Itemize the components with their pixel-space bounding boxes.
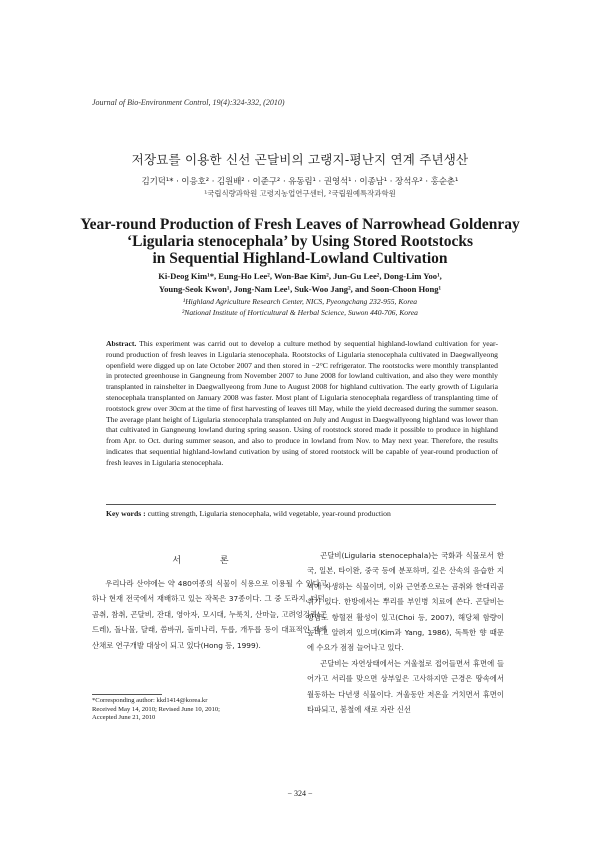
author-line: Young-Seok Kwon¹, Jong-Nam Lee¹, Suk-Woo Jang², and Soon-Choon Hong¹ [158,283,442,294]
left-column [92,576,327,653]
english-authors [0,270,600,295]
footnote-line: *Corresponding author: kkd1414@korea.kr [92,697,208,704]
page-number: − 324 − [287,789,313,798]
title-line: ‘Ligularia stenocephala’ by Using Stored Rootstocks [126,233,474,250]
footnote-divider [92,694,162,695]
abstract-label: Abstract. [106,339,137,348]
affiliation-line: ¹Highland Agriculture Research Center, NICS, Pyeongchang 232-955, Korea [182,297,418,306]
paragraph: 곤달비는 자연상태에서는 겨울철로 접어들면서 휴면에 들어가고 서리를 맞으면 상부잎은 고사하지만 근경은 땅속에서 월동하는 다년생 식물이다. 겨울동안 저온을 거치면서 휴면이 타파되고, 봄철에 새로 자란 신선 [307,658,504,715]
journal-citation: Journal of Bio-Environment Control, 19(4):324-332, (2010) [92,98,285,107]
abstract-text: This experiment was carrid out to develop a culture method by sequential highland-lowland cultivation for year-round production of fresh leaves in Ligularia stenocephala. Rootstocks of Ligularia stenocephala cultivated in Daegwallyeong openfield were digged up on late October 2007 and then stored in −2°C refrigerator. The rootstocks were monthly transplanted in protected greenhouse in Gangneung from November 2007 to June 2008 for lowland cultivation, and also they were monthly transplanted in rainshelter in Daegwallyeong from June to August 2008 for highland cultivation. The early growth of Ligularia stenocephala transplanted on January 2008 was faster. Most plant of Ligularia stenocephala regardless of transplanting time of rootstock grew over 30cm at the time of first harvesting of leaves till May, while the yield decreased during the summer season. The average plant height of Ligularia stenocephala transplanted on July and August in Daegwallyeong highland was lower than that cultivated in Gangneung lowland during spring season. Using of rootstock stored made it possible to produce in highland from Apr. to Oct. during summer season, and also to produce in lowland from Nov. to May next year. Therefore, the results indicates that sequential highland-lowland cutivation by using of stored rootstock will be capable of year-round production of fresh leaves in Ligularia stenocephala. [106,339,498,467]
section-heading-introduction: 서 론 [172,556,247,566]
title-line: in Sequential Highland-Lowland Cultivation [152,250,448,267]
keywords-text: cutting strength, Ligularia stenocephala, wild vegetable, year-round production [147,509,391,518]
affiliation-line: ²National Institute of Horticultural & Herbal Science, Suwon 440-706, Korea [182,307,418,317]
right-column [307,548,504,717]
keywords-label: Key words : [106,509,146,518]
divider [106,504,496,505]
korean-affiliation: ¹국립식량과학원 고령지농업연구센터, ²국립원예특작과학원 [204,189,396,198]
abstract [106,339,498,469]
english-title [0,216,600,267]
keywords [106,509,498,518]
korean-authors: 김기덕¹* · 이응호² · 김원배² · 이준구² · 유동림¹ · 권영석¹ · 이종남¹ · 장석우² · 홍순춘¹ [141,176,459,186]
footnote [92,697,322,723]
title-line: Year-round Production of Fresh Leaves of Narrowhead Goldenray [80,216,520,233]
korean-title: 저장묘를 이용한 신선 곤달비의 고랭지-평난지 연계 주년생산 [131,152,469,167]
footnote-line: Accepted June 21, 2010 [92,714,156,721]
paragraph: 우리나라 산야에는 약 480여종의 식물이 식용으로 이용될 수 있다고 하나 현재 전국에서 재배하고 있는 작목은 37종이다. 그 중 도라지, 더덕, 곰취, 참취, 곤달비, 잔대, 영아자, 모시대, 누룩치, 산마늘, 고려엉겅퀴(곤드레), 돌나물, 달래, 씀바귀, 돌미나리, 두릅, 개두릅 등이 대표적인 재배산채로 연구개발 대상이 되고 있다(Hong 등, 1999). [92,579,327,650]
paragraph: 곤달비(Ligularia stenocephala)는 국화과 식물로서 한국, 일본, 타이완, 중국 등에 분포하며, 깊은 산속의 음습한 지역에 자생하는 식물이며, 이와 근연종으로는 곰취와 한대리곰취가 있다. 한방에서는 뿌리를 부인병 치료에 쓴다. 곤달비는 항암노 항혈전 활성이 있고(Choi 등, 2007), 해당체 함량이 높다고 알려져 있으며(Kim과 Yang, 1986), 독특한 향 때문에 수요가 점점 늘어나고 있다. [307,551,504,653]
footnote-line: Received May 14, 2010; Revised June 10, 2010; [92,705,221,713]
author-line: Ki-Deog Kim¹*, Eung-Ho Lee², Won-Bae Kim², Jun-Gu Lee², Dong-Lim Yoo¹, [158,271,442,281]
english-affiliations [0,297,600,318]
